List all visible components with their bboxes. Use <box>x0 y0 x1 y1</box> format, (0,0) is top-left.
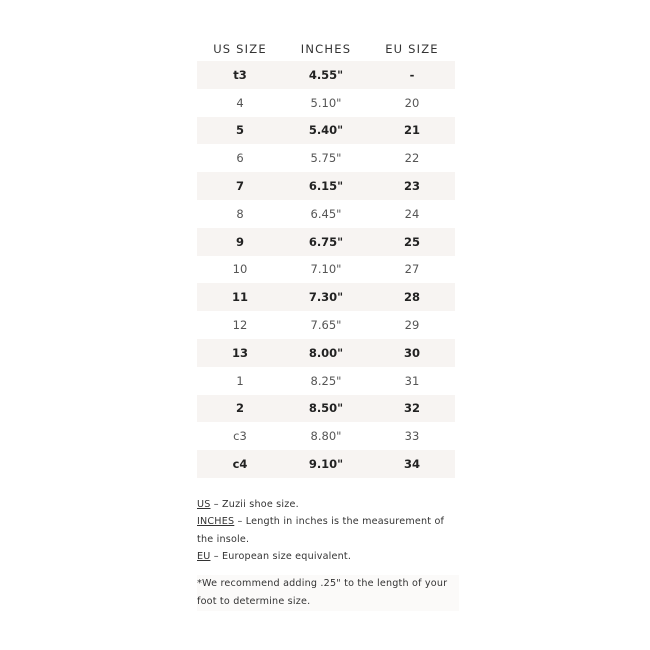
cell-eu-size: 29 <box>404 318 420 333</box>
table-row <box>197 256 455 284</box>
note-eu-term: EU <box>197 551 211 563</box>
cell-eu-size: - <box>409 67 415 82</box>
cell-us-size: 4 <box>236 95 244 110</box>
cell-eu-size: 30 <box>403 345 420 360</box>
cell-inches: 6.75" <box>308 234 344 249</box>
cell-inches: 8.50" <box>308 401 344 416</box>
cell-inches: 8.80" <box>310 429 342 444</box>
table-row <box>197 422 455 450</box>
table-row <box>197 89 455 117</box>
cell-inches: 9.10" <box>308 457 344 472</box>
cell-eu-size: 22 <box>404 151 420 166</box>
cell-inches: 8.25" <box>310 373 342 388</box>
cell-us-size: 2 <box>235 401 244 416</box>
cell-eu-size: 27 <box>404 262 420 277</box>
note-inches-term: INCHES <box>197 516 235 528</box>
table-body <box>197 61 455 478</box>
table-row <box>197 339 455 367</box>
cell-inches: 6.15" <box>308 179 344 194</box>
header-inches: INCHES <box>300 42 352 56</box>
cell-us-size: 1 <box>236 373 244 388</box>
size-notes <box>197 496 459 611</box>
cell-eu-size: 31 <box>404 373 420 388</box>
cell-eu-size: 34 <box>403 457 420 472</box>
table-header <box>197 38 455 60</box>
table-row <box>197 395 455 423</box>
table-row <box>197 172 455 200</box>
note-recommend: *We recommend adding .25" to the length of your foot to determine size. <box>197 575 459 611</box>
cell-us-size: 7 <box>235 179 244 194</box>
cell-us-size: 8 <box>236 206 244 221</box>
cell-us-size: 13 <box>231 345 248 360</box>
note-us-term: US <box>197 499 211 510</box>
cell-eu-size: 20 <box>404 95 420 110</box>
cell-inches: 5.10" <box>310 95 342 110</box>
note-eu <box>197 548 459 565</box>
note-us <box>197 496 459 513</box>
cell-eu-size: 32 <box>403 401 420 416</box>
table-row <box>197 61 455 89</box>
cell-us-size: 11 <box>231 290 248 305</box>
cell-us-size: c3 <box>233 429 247 444</box>
cell-inches: 5.75" <box>310 151 342 166</box>
cell-eu-size: 33 <box>404 429 420 444</box>
table-row <box>197 228 455 256</box>
cell-eu-size: 25 <box>403 234 420 249</box>
cell-eu-size: 28 <box>403 290 420 305</box>
cell-us-size: 9 <box>235 234 244 249</box>
note-eu-text: – European size equivalent. <box>210 551 352 563</box>
table-row <box>197 450 455 478</box>
cell-us-size: 5 <box>235 123 244 138</box>
table-row <box>197 311 455 339</box>
cell-inches: 5.40" <box>308 123 344 138</box>
table-row <box>197 367 455 395</box>
cell-inches: 7.10" <box>310 262 342 277</box>
note-inches <box>197 513 459 548</box>
note-us-text: – Zuzii shoe size. <box>210 499 299 510</box>
cell-inches: 8.00" <box>308 345 344 360</box>
cell-us-size: 12 <box>232 318 248 333</box>
cell-eu-size: 23 <box>403 179 420 194</box>
header-us-size: US SIZE <box>213 42 267 56</box>
table-row <box>197 283 455 311</box>
cell-us-size: 6 <box>236 151 244 166</box>
table-row <box>197 200 455 228</box>
cell-us-size: 10 <box>232 262 248 277</box>
cell-inches: 7.30" <box>308 290 344 305</box>
cell-inches: 4.55" <box>308 67 344 82</box>
cell-us-size: t3 <box>233 67 247 82</box>
cell-us-size: c4 <box>232 457 248 472</box>
cell-inches: 6.45" <box>310 206 342 221</box>
table-row <box>197 144 455 172</box>
cell-eu-size: 21 <box>403 123 420 138</box>
size-chart-table <box>197 38 455 478</box>
table-row <box>197 117 455 145</box>
cell-inches: 7.65" <box>310 318 342 333</box>
note-inches-text: – Length in inches is the measurement of the insole. <box>197 516 445 545</box>
cell-eu-size: 24 <box>404 206 420 221</box>
header-eu-size: EU SIZE <box>385 42 439 56</box>
